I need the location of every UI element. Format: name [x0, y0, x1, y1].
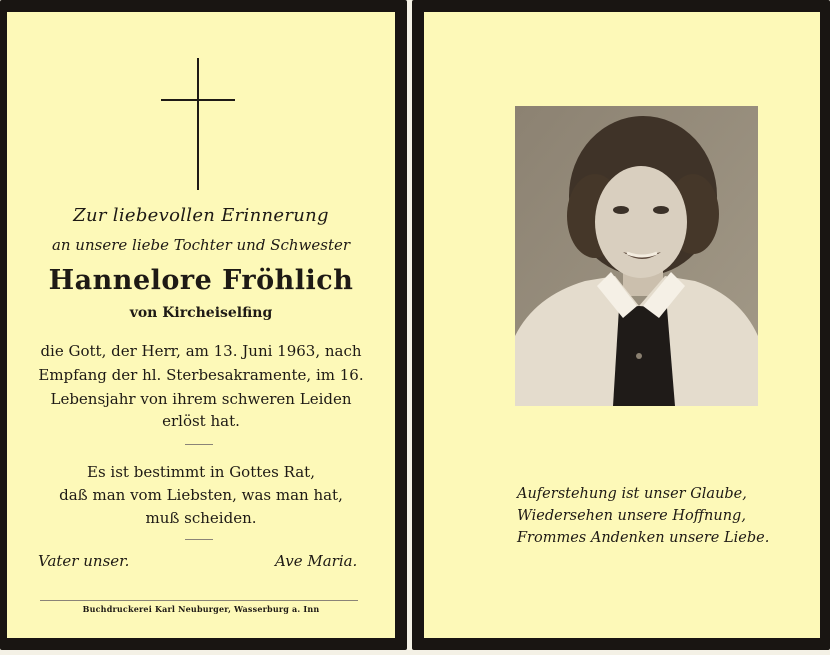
- divider: [185, 539, 213, 540]
- body-line: Lebensjahr von ihrem schweren Leiden: [50, 390, 352, 408]
- verse-line: muß scheiden.: [145, 509, 257, 527]
- cross-icon-horizontal: [161, 99, 235, 101]
- body-line: Empfang der hl. Sterbesakramente, im 16.: [38, 366, 364, 384]
- verse-line: daß man vom Liebsten, was man hat,: [59, 486, 343, 504]
- memorial-card-left: [0, 0, 407, 650]
- portrait-photo: [515, 106, 758, 406]
- card-panel-left: [7, 12, 395, 638]
- footer-divider: [40, 600, 358, 601]
- faith-line: Frommes Andenken unsere Liebe.: [517, 530, 770, 546]
- deceased-origin: von Kircheiselfing: [129, 305, 273, 321]
- printer-imprint: Buchdruckerei Karl Neuburger, Wasserburg a. Inn: [82, 604, 320, 614]
- portrait-image: [515, 106, 758, 406]
- deceased-name: Hannelore Fröhlich: [48, 265, 354, 296]
- memorial-subheading: an unsere liebe Tochter und Schwester: [51, 236, 351, 254]
- faith-line: Auferstehung ist unser Glaube,: [517, 486, 747, 502]
- memorial-heading: Zur liebevollen Erinnerung: [73, 205, 329, 226]
- memorial-card-right: [412, 0, 830, 650]
- faith-line: Wiedersehen unsere Hoffnung,: [517, 508, 746, 524]
- verse-line: Es ist bestimmt in Gottes Rat,: [87, 463, 315, 481]
- prayer-ave-maria: Ave Maria.: [275, 552, 358, 570]
- prayer-our-father: Vater unser.: [38, 552, 130, 570]
- divider: [185, 444, 213, 445]
- cross-icon-vertical: [197, 58, 199, 190]
- body-line: die Gott, der Herr, am 13. Juni 1963, nach: [40, 342, 362, 360]
- body-line: erlöst hat.: [162, 412, 240, 430]
- card-panel-right: [424, 12, 820, 638]
